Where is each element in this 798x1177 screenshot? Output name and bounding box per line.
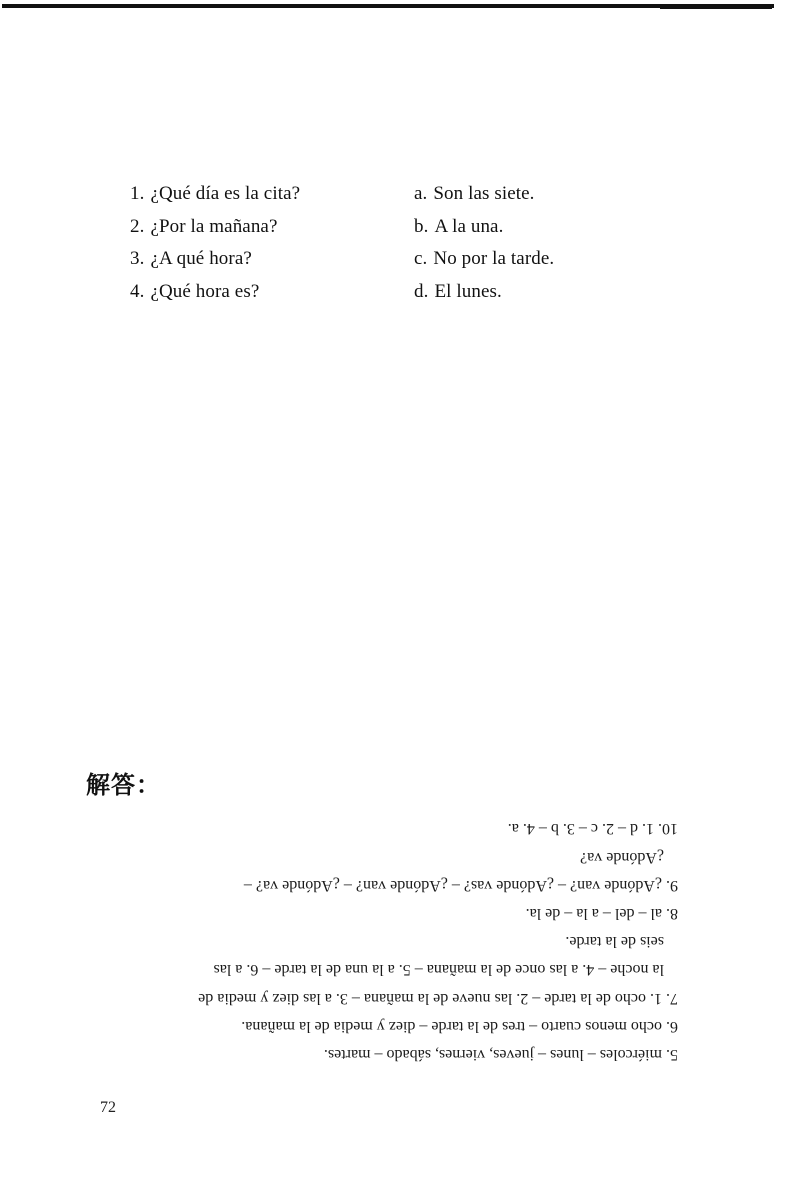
answer-letter: b. <box>414 215 429 237</box>
answer-line: 10. 1. d – 2. c – 3. b – 4. a. <box>507 820 678 838</box>
top-border-rule-tail <box>660 7 772 9</box>
answer-line: ¿Adónde va? <box>580 848 664 866</box>
question <box>130 216 414 238</box>
answer-option <box>414 183 535 205</box>
answer-option <box>414 248 554 270</box>
answer-text: A la una. <box>434 215 504 237</box>
question-number: 2. <box>130 215 145 237</box>
answer-text: No por la tarde. <box>433 248 555 270</box>
question-text: ¿Por la mañana? <box>150 215 278 237</box>
exercise-row <box>130 211 630 244</box>
top-border-rule <box>2 4 774 8</box>
answer-line: 6. ocho menos cuarto – tres de la tarde – diez y media de la mañana. <box>241 1017 678 1035</box>
answer-option <box>414 216 503 238</box>
question-text: ¿Qué hora es? <box>150 280 260 302</box>
exercise-row <box>130 276 630 309</box>
question-number: 3. <box>130 248 145 270</box>
question <box>130 281 414 303</box>
answer-text: Son las siete. <box>433 183 535 205</box>
answer-key-upside-down <box>84 814 678 1068</box>
answer-line: 5. miércoles – lunes – jueves, viernes, sábado – martes. <box>323 1046 678 1063</box>
answer-text: El lunes. <box>434 280 502 302</box>
page-number: 72 <box>100 1099 116 1116</box>
question <box>130 248 414 270</box>
question-text: ¿Qué día es la cita? <box>150 183 301 205</box>
matching-exercise <box>130 178 630 308</box>
answer-line: la noche – 4. a las once de la mañana – 5. a la una de la tarde – 6. a las <box>213 961 664 979</box>
answer-letter: c. <box>414 248 428 270</box>
question-text: ¿A qué hora? <box>150 248 252 270</box>
answers-heading: 解答： <box>86 771 161 799</box>
answer-letter: a. <box>414 183 428 205</box>
exercise-row <box>130 243 630 276</box>
question <box>130 183 414 205</box>
answer-line: 8. al – del – a la – de la. <box>525 905 678 923</box>
question-number: 4. <box>130 280 145 302</box>
answer-line: seis de la tarde. <box>565 933 664 951</box>
answer-line: 7. 1. ocho de la tarde – 2. las nueve de la mañana – 3. a las diez y media de <box>198 989 678 1007</box>
answer-line: 9. ¿Adónde van? – ¿Adónde vas? – ¿Adónde van? – ¿Adónde va? – <box>243 876 678 894</box>
exercise-row <box>130 178 630 211</box>
answer-option <box>414 281 502 303</box>
question-number: 1. <box>130 183 145 205</box>
answer-letter: d. <box>414 280 429 302</box>
